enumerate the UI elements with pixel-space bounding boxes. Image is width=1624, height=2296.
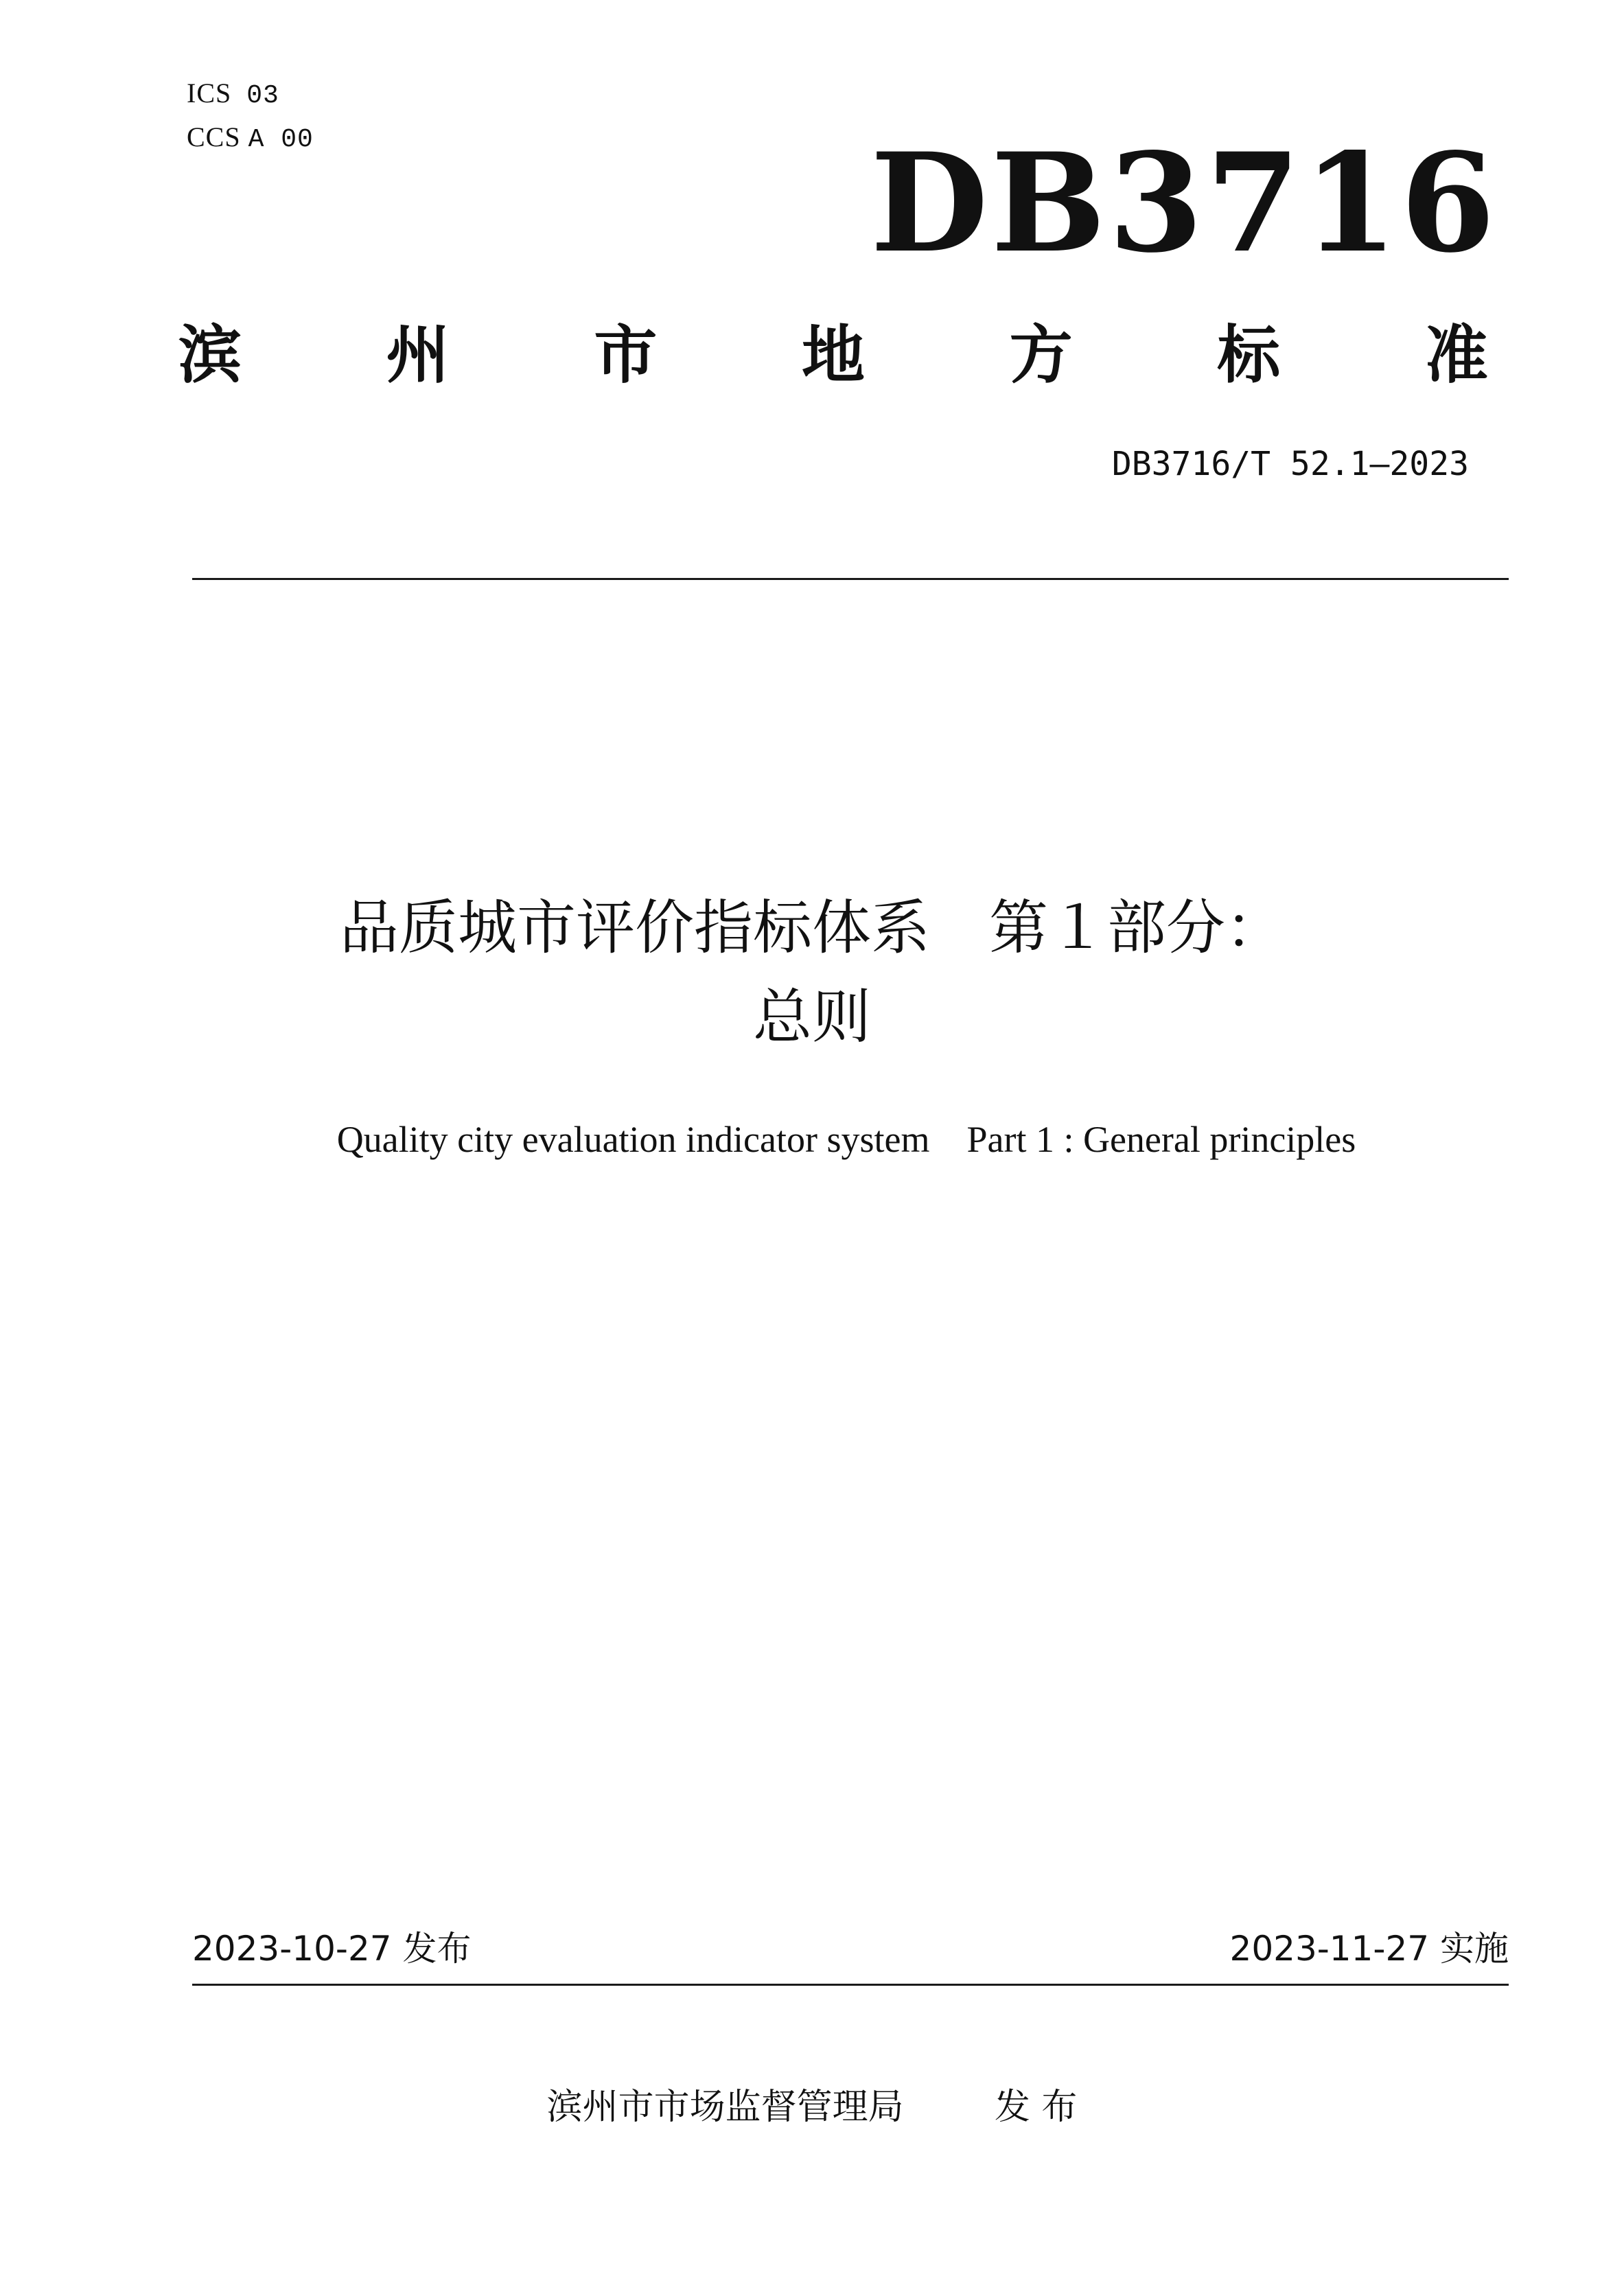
standard-code: DB3716 bbox=[870, 123, 1498, 283]
implement-date: 2023-11-27 实施 bbox=[1229, 1929, 1509, 1969]
standard-type-char: 地 bbox=[801, 318, 865, 392]
issuer bbox=[206, 2083, 1418, 2131]
title-zh-line2: 总则 bbox=[753, 983, 871, 1052]
standard-type-char: 市 bbox=[594, 318, 658, 392]
title-zh-line1: 品质城市评价指标体系 第１部分： bbox=[340, 894, 1284, 962]
ics-classification bbox=[187, 77, 279, 113]
ics-code: 03 bbox=[246, 81, 279, 111]
ccs-code: A 00 bbox=[248, 125, 314, 154]
ccs-classification bbox=[187, 121, 314, 156]
ccs-label: CCS bbox=[187, 121, 241, 152]
standard-type bbox=[178, 314, 1488, 397]
standard-type-char: 标 bbox=[1217, 318, 1281, 392]
standard-type-char: 州 bbox=[386, 318, 450, 392]
header-divider bbox=[192, 578, 1509, 580]
standard-number: DB3716/T 52.1—2023 bbox=[1111, 445, 1469, 483]
issuer-action: 发 布 bbox=[994, 2087, 1078, 2128]
standard-type-char: 滨 bbox=[178, 318, 242, 392]
issuer-name: 滨州市市场监督管理局 bbox=[546, 2087, 904, 2128]
footer-divider bbox=[192, 1984, 1509, 1986]
issue-date: 2023-10-27 发布 bbox=[192, 1929, 472, 1969]
standard-type-char: 方 bbox=[1009, 318, 1073, 392]
ics-label: ICS bbox=[187, 78, 232, 108]
title-en: Quality city evaluation indicator system Part 1 : General principles bbox=[336, 1119, 1356, 1160]
standard-type-char: 准 bbox=[1424, 318, 1488, 392]
